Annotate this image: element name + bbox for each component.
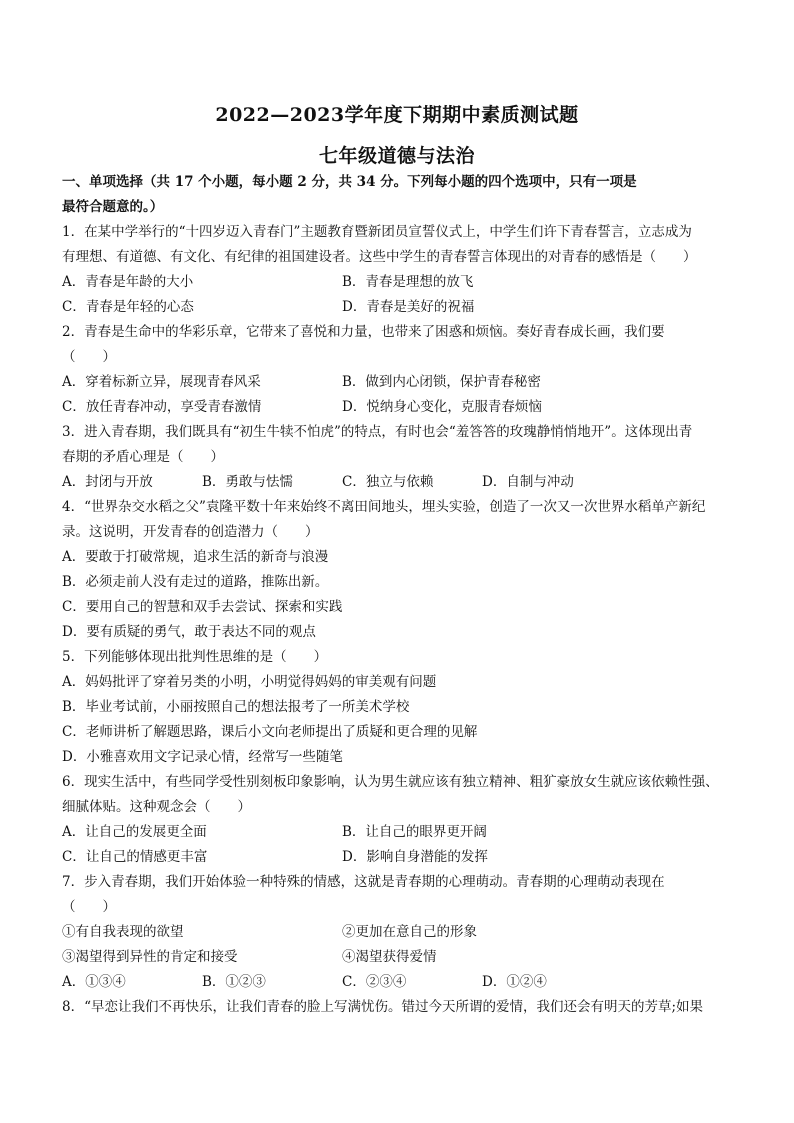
section-instruction-cont: 最符合题意的。） [62,199,164,215]
option-a: A．妈妈批评了穿着另类的小明，小明觉得妈妈的审美观有问题 [62,674,437,690]
option-b: B．做到内心闭锁，保护青春秘密 [342,374,541,390]
question-stem: 5．下列能够体现出批判性思维的是（ ） [62,649,328,665]
option-b: B．青春是理想的放飞 [342,274,474,290]
question-stem: 有理想、有道德、有文化、有纪律的祖国建设者。这些中学生的青春誓言体现出的对青春的感悟是（ ） [62,249,697,265]
question-stem: 3．进入青春期，我们既具有“初生牛犊不怕虎”的特点，有时也会“羞答答的玫瑰静悄悄地开”。这体现出青 [62,424,693,440]
statement-item: ①有自我表现的欲望 [62,924,184,940]
section-instruction: 一、单项选择（共 17 个小题，每小题 2 分，共 34 分。下列每小题的四个选项中，只有一项是 [62,174,637,190]
option-b: B．必须走前人没有走过的道路，推陈出新。 [62,574,329,590]
question-stem: 4．“世界杂交水稻之父”袁隆平数十年来始终不离田间地头，埋头实验，创造了一次又一次世界水稻单产新纪 [62,499,706,515]
question-stem: 2．青春是生命中的华彩乐章，它带来了喜悦和力量，也带来了困惑和烦恼。奏好青春成长画，我们要 [62,324,665,340]
option-d: D．自制与冲动 [482,474,574,490]
question-stem: 6．现实生活中，有些同学受性别刻板印象影响，认为男生就应该有独立精神、粗犷豪放女生就应该依赖性强、 [62,774,719,790]
option-a: A．穿着标新立异，展现青春风采 [62,374,261,390]
option-c: C．要用自己的智慧和双手去尝试、探索和实践 [62,599,343,615]
question-stem: （ ） [62,899,116,915]
option-d: D．要有质疑的勇气，敢于表达不同的观点 [62,624,316,640]
option-c: C．独立与依赖 [342,474,434,490]
option-d: D．小雅喜欢用文字记录心情，经常写一些随笔 [62,749,343,765]
option-a: A．封闭与开放 [62,474,153,490]
option-d: D．影响自身潜能的发挥 [342,849,488,865]
question-stem: 8．“早恋让我们不再快乐，让我们青春的脸上写满忧伤。错过今天所谓的爱情，我们还会有明天的芳草;如果 [62,999,704,1015]
option-c: C．让自己的情感更丰富 [62,849,208,865]
option-d: D．青春是美好的祝福 [342,299,475,315]
question-stem: 1．在某中学举行的“十四岁迈入青春门”主题教育暨新团员宣誓仪式上，中学生们许下青春誓言，立志成为 [62,224,692,240]
statement-item: ②更加在意自己的形象 [342,924,477,940]
option-d: D．①②④ [482,974,547,990]
option-a: A．青春是年龄的大小 [62,274,194,290]
question-stem: 7．步入青春期，我们开始体验一种特殊的情感，这就是青春期的心理萌动。青春期的心理萌动表现在 [62,874,665,890]
option-c: C．放任青春冲动，享受青春激情 [62,399,262,415]
question-stem: 细腻体贴。这种观念会（ ） [62,799,251,815]
option-b: B．勇敢与怯懦 [202,474,293,490]
option-c: C．老师讲析了解题思路，课后小文向老师提出了质疑和更合理的见解 [62,724,478,740]
question-stem: 春期的矛盾心理是（ ） [62,449,224,465]
question-stem: （ ） [62,349,116,365]
question-stem: 录。这说明，开发青春的创造潜力（ ） [62,524,319,540]
option-a: A．让自己的发展更全面 [62,824,207,840]
option-a: A．要敢于打破常规，追求生活的新奇与浪漫 [62,549,329,565]
option-b: B．让自己的眼界更开阔 [342,824,487,840]
page-title: 2022—2023学年度下期期中素质测试题 [215,104,579,126]
option-b: B．①②③ [202,974,266,990]
statement-item: ④渴望获得爱情 [342,949,437,965]
option-b: B．毕业考试前，小丽按照自己的想法报考了一所美术学校 [62,699,410,715]
option-c: C．②③④ [342,974,407,990]
option-a: A．①③④ [62,974,126,990]
statement-item: ③渴望得到异性的肯定和接受 [62,949,238,965]
option-d: D．悦纳身心变化，克服青春烦恼 [342,399,542,415]
page-subtitle: 七年级道德与法治 [318,145,475,167]
option-c: C．青春是年轻的心态 [62,299,194,315]
